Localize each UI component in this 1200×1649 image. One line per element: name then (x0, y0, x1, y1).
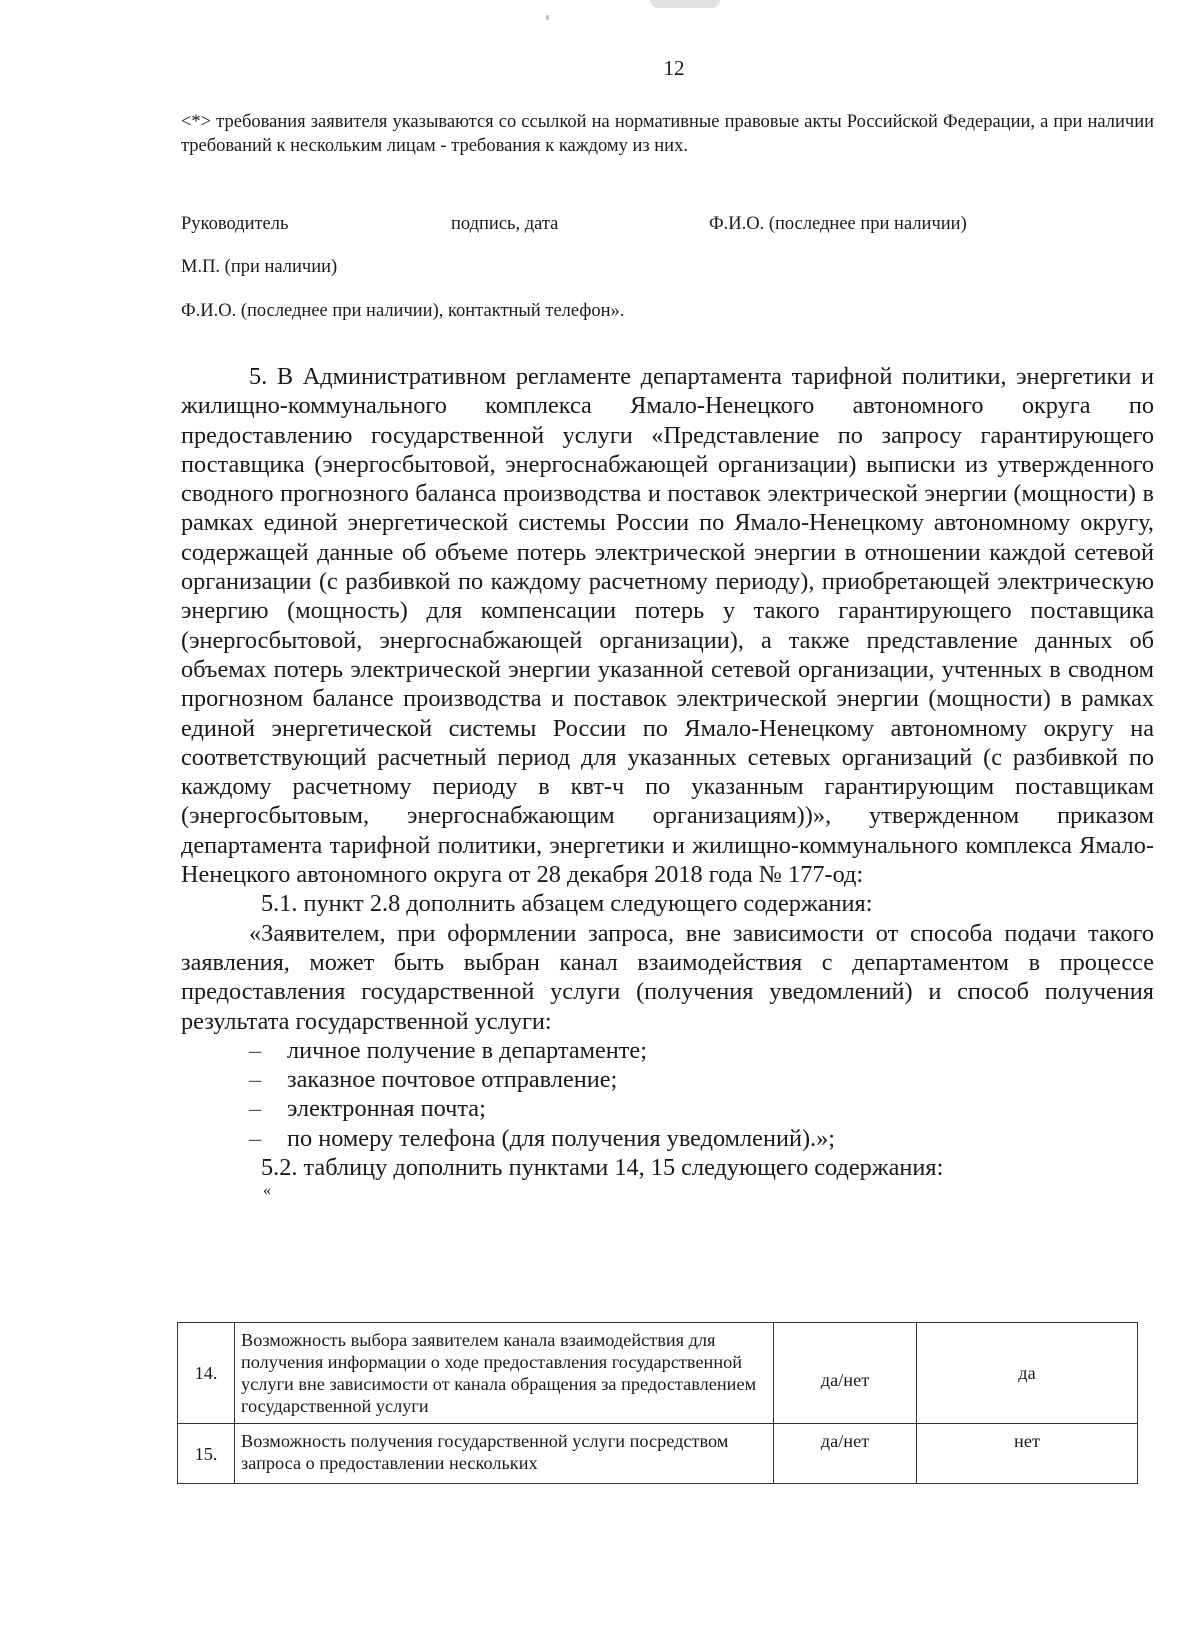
scan-speck (546, 15, 549, 20)
paragraph-item-5: 5. В Административном регламенте департамента тарифной политики, энергетики и жилищно-коммунального комплекса Ямало-Ненецкого автономного округа по предоставлению государственной услуги «Представление по запросу гарантирующего поставщика (энергосбытовой, энергоснабжающей организации) выписки из утвержденного сводного прогнозного баланса производства и поставок электрической энергии (мощности) в рамках единой энергетической системы России по Ямало-Ненецкому автономному округу, содержащей данные об объеме потерь электрической энергии в отношении каждой сетевой организации (с разбивкой по каждому расчетному периоду), приобретающей электрическую энергию (мощность) для компенсации потерь у такого гарантирующего поставщика (энергосбытовой, энергоснабжающей организации), а также представление данных об объемах потерь электрической энергии указанной сетевой организации, учтенных в сводном прогнозном балансе производства и поставок электрической энергии (мощности) в рамках единой энергетической системы России по Ямало-Ненецкому автономному округу на соответствующий расчетный период для указанных сетевых организаций (с разбивкой по каждому расчетному периоду в квт-ч по указанным гарантирующим поставщикам (энергосбытовым, энергоснабжающим организациям))», утвержденном приказом департамента тарифной политики, энергетики и жилищно-коммунального комплекса Ямало-Ненецкого автономного округа от 28 декабря 2018 года № 177-од: (181, 363, 1154, 889)
contact-label: Ф.И.О. (последнее при наличии), контактный телефон». (181, 301, 625, 321)
list-item: – заказное почтовое отправление; (249, 1066, 618, 1094)
signature-fio-label: Ф.И.О. (последнее при наличии) (709, 214, 967, 234)
dash-marker: – (249, 1124, 262, 1152)
row-value: да (917, 1323, 1138, 1424)
signature-sign-date-label: подпись, дата (451, 214, 559, 234)
indicator-table (177, 1322, 1138, 1484)
row-number: 14. (178, 1323, 235, 1424)
main-text (181, 362, 1154, 1200)
list-item: – личное получение в департаменте; (249, 1036, 647, 1064)
scan-artifact (650, 0, 720, 8)
row-description: Возможность получения государственной услуги посредством запроса о предоставлении нескольких (235, 1424, 774, 1484)
dash-marker: – (249, 1095, 262, 1123)
bullet-list (181, 1036, 1154, 1153)
paragraph-item-5-1: 5.1. пункт 2.8 дополнить абзацем следующего содержания: (261, 890, 873, 918)
table-row (178, 1424, 1138, 1484)
row-number: 15. (178, 1424, 235, 1484)
row-value: нет (917, 1424, 1138, 1484)
list-item: – по номеру телефона (для получения уведомлений).»; (249, 1124, 836, 1152)
paragraph-item-5-2: 5.2. таблицу дополнить пунктами 14, 15 следующего содержания: (261, 1154, 944, 1182)
row-unit: да/нет (774, 1424, 917, 1484)
list-item: – электронная почта; (249, 1095, 486, 1123)
quote-open-mark: « (263, 1182, 271, 1200)
table-row (178, 1323, 1138, 1424)
page-number: 12 (663, 56, 685, 80)
row-description: Возможность выбора заявителем канала взаимодействия для получения информации о ходе предоставления государственной услуги вне зависимости от канала обращения за предоставлением государственной услуги (235, 1323, 774, 1424)
stamp-label: М.П. (при наличии) (181, 257, 338, 277)
footnote-text: <*> требования заявителя указываются со ссылкой на нормативные правовые акты Российской Федерации, а при наличии требований к нескольким лицам - требования к каждому из них. (181, 112, 1154, 156)
dash-marker: – (249, 1066, 262, 1094)
row-unit: да/нет (774, 1323, 917, 1424)
signature-head-label: Руководитель (181, 214, 289, 234)
dash-marker: – (249, 1036, 262, 1064)
paragraph-quote: «Заявителем, при оформлении запроса, вне зависимости от способа подачи такого заявления, может быть выбран канал взаимодействия с департаментом в процессе предоставления государственной услуги (получения уведомлений) и способ получения результата государственной услуги: (181, 919, 1154, 1035)
